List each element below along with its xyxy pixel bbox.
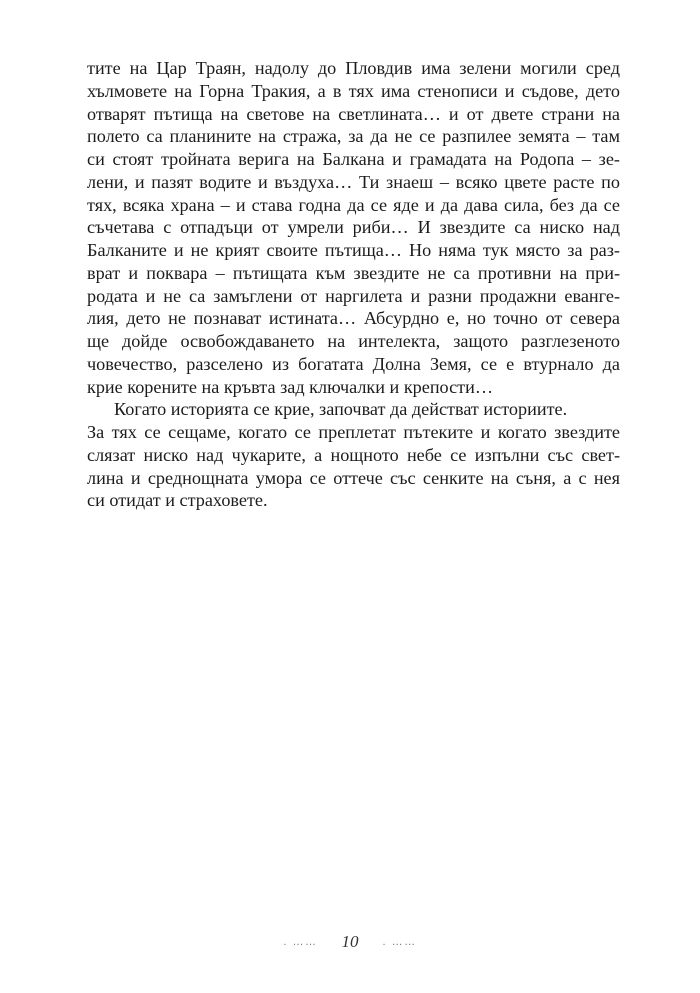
footer-ornament-left: . …… [283, 936, 318, 948]
text-line: За тях се сещаме, когато се преплетат пътеките и когато звездите [87, 422, 620, 442]
text-line: съчетава с отпадъци от умрели риби… И звездите са ниско над [87, 217, 620, 238]
text-line: родата и не са замъглени от наргилета и разни продажни еванге- [87, 285, 620, 306]
text-line: врат и поквара – пътищата към звездите не са противни на при- [87, 262, 620, 283]
text-line: хълмовете на Горна Тракия, а в тях има стенописи и съдове, дето [87, 80, 620, 101]
text-line: си стоят тройната верига на Балкана и грамадата на Родопа – зе- [87, 149, 620, 169]
text-line: лия, дето не познават истината… Абсурдно е, но точно от севера [87, 308, 620, 329]
text-line: слязат ниско над чукарите, а нощното небе се изпълни със свет- [87, 444, 620, 465]
page-footer [0, 932, 700, 956]
page-number: 10 [341, 932, 359, 951]
text-line: тите на Цар Траян, надолу до Пловдив има зелени могили сред [87, 58, 620, 78]
text-line: полето са планините на стража, за да не се разпилее земята – там [87, 126, 620, 147]
text-line: крие корените на кръвта зад ключалки и крепости… [87, 376, 494, 397]
paragraph [87, 398, 620, 512]
text-line: отварят пътища на светове на светлината… и от двете страни на [87, 103, 620, 124]
footer-ornament-right: . …… [382, 936, 417, 948]
page-body [87, 57, 620, 512]
text-line: ще дойде освобождаването на интелекта, защото разглезеното [87, 331, 620, 351]
text-line: лени, и пазят водите и въздуха… Ти знаеш – всяко цвете расте по [87, 171, 620, 192]
text-line: лина и среднощната умора се оттече със сенките на съня, а с нея [87, 467, 620, 488]
text-line: Когато историята се крие, започват да действат историите. [114, 399, 568, 420]
text-line: си отидат и страховете. [87, 490, 268, 511]
text-line: човечество, разселено из богатата Долна Земя, се е втурнало да [87, 353, 620, 374]
text-line: Балканите и не крият своите пътища… Но няма тук място за раз- [87, 240, 620, 260]
text-line: тях, всяка храна – и става годна да се яде и да дава сила, без да се [87, 194, 620, 215]
paragraph [87, 57, 620, 398]
